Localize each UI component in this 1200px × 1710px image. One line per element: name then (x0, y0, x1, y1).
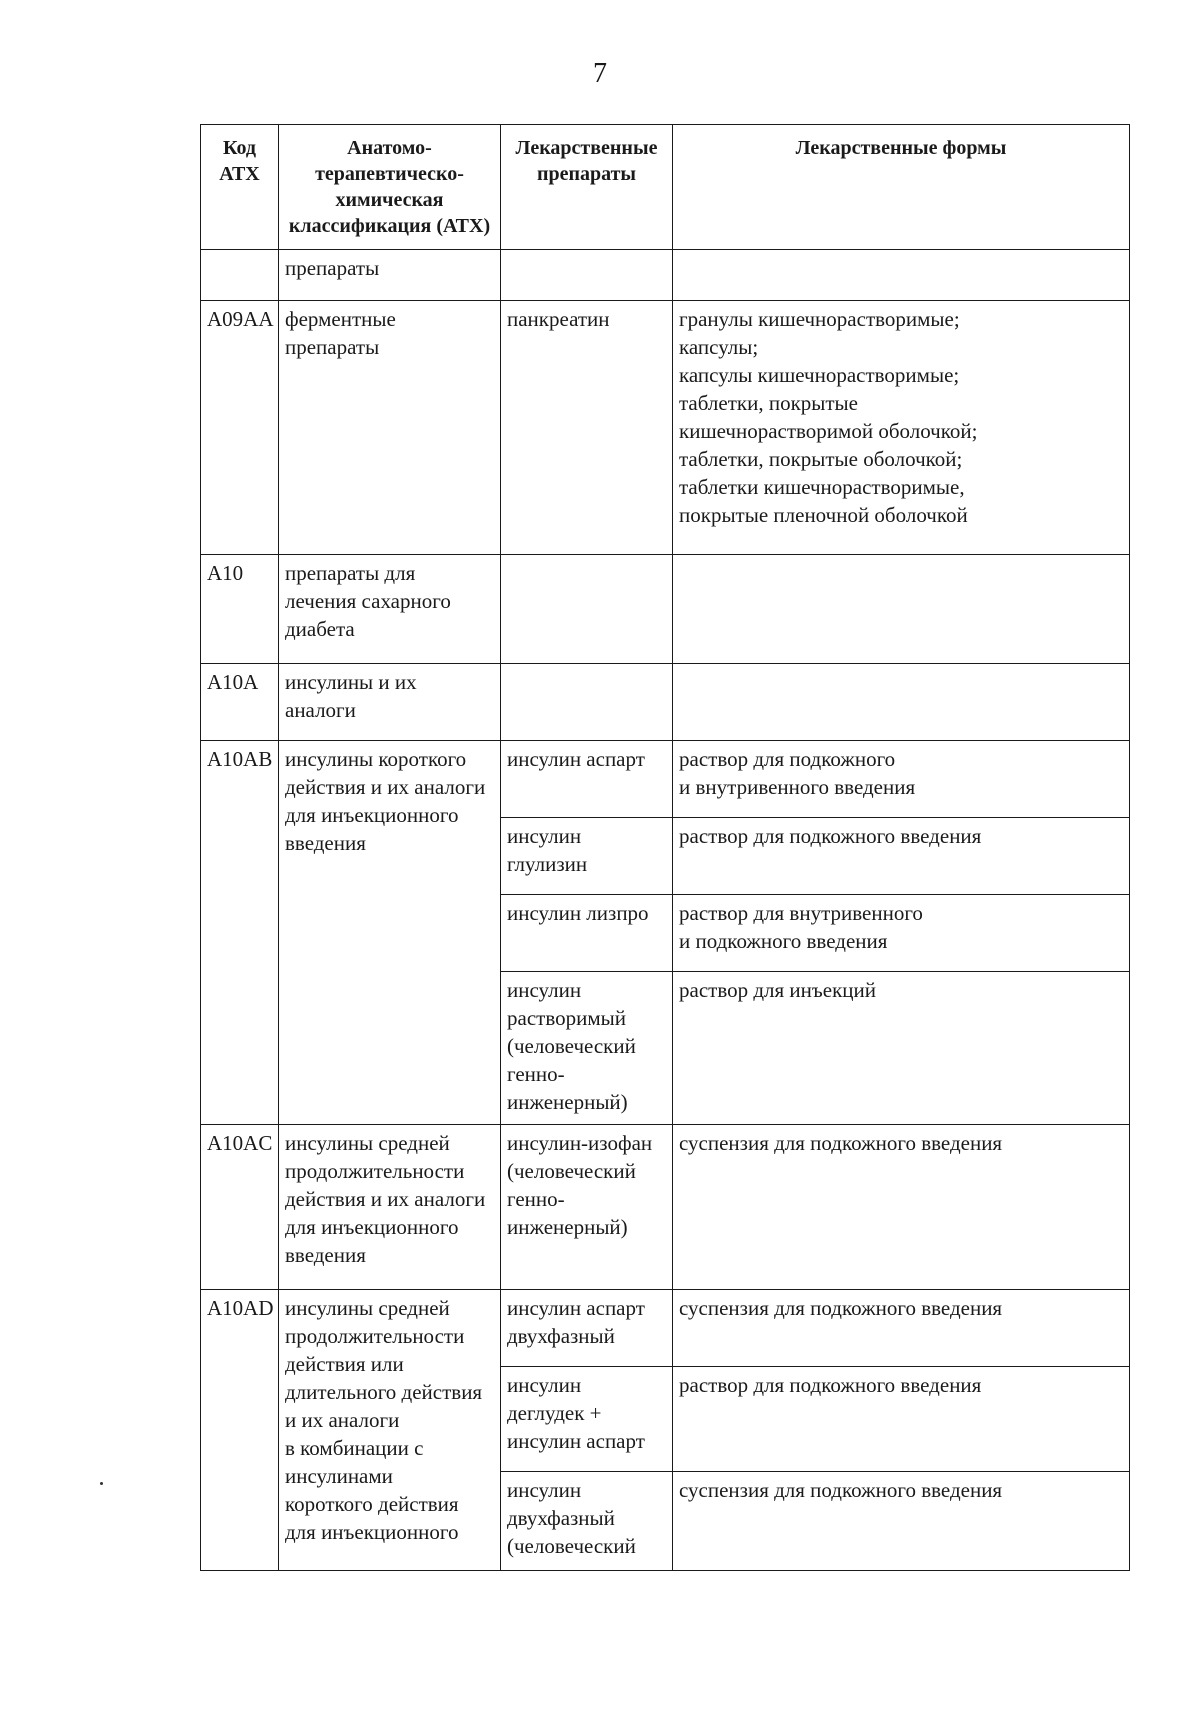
table-row (201, 741, 1130, 818)
header-code: Код АТХ (201, 125, 279, 250)
table-row (201, 1290, 1130, 1367)
cell-drug: панкреатин (501, 301, 673, 555)
cell-drug (501, 250, 673, 301)
cell-drug: инсулин лизпро (501, 895, 673, 972)
cell-forms: суспензия для подкожного введения (673, 1290, 1130, 1367)
cell-drug: инсулин аспарт (501, 741, 673, 818)
cell-code: A10AC (201, 1125, 279, 1290)
cell-classification: препараты (279, 250, 501, 301)
header-forms: Лекарственные формы (673, 125, 1130, 250)
cell-forms: раствор для подкожного введения (673, 818, 1130, 895)
cell-forms: раствор для внутривенного и подкожного введения (673, 895, 1130, 972)
cell-code: A10AD (201, 1290, 279, 1571)
cell-drug: инсулин деглудек + инсулин аспарт (501, 1367, 673, 1472)
cell-drug: инсулин-изофан (человеческий генно- инженерный) (501, 1125, 673, 1290)
table-header-row (201, 125, 1130, 250)
cell-classification: инсулины и их аналоги (279, 664, 501, 741)
cell-forms: раствор для подкожного введения (673, 1367, 1130, 1472)
cell-forms: раствор для подкожного и внутривенного введения (673, 741, 1130, 818)
cell-code: A10A (201, 664, 279, 741)
cell-drug: инсулин растворимый (человеческий генно- инженерный) (501, 972, 673, 1125)
cell-forms: суспензия для подкожного введения (673, 1125, 1130, 1290)
cell-code: A10 (201, 555, 279, 664)
cell-classification: ферментные препараты (279, 301, 501, 555)
cell-code (201, 250, 279, 301)
cell-forms (673, 555, 1130, 664)
scan-speck (100, 1482, 103, 1485)
cell-drug (501, 555, 673, 664)
cell-forms: гранулы кишечнорастворимые; капсулы; капсулы кишечнорастворимые; таблетки, покрытые кишечнорастворимой оболочкой; таблетки, покрытые оболочкой; таблетки кишечнорастворимые, покрытые пленочной оболочкой (673, 301, 1130, 555)
cell-code: A09AA (201, 301, 279, 555)
table-row (201, 301, 1130, 555)
cell-code: A10AB (201, 741, 279, 1125)
atx-table (200, 124, 1130, 1571)
cell-forms (673, 250, 1130, 301)
cell-classification: инсулины средней продолжительности действия и их аналоги для инъекционного введения (279, 1125, 501, 1290)
page-number: 7 (593, 58, 607, 89)
table-row (201, 1125, 1130, 1290)
cell-drug: инсулин аспарт двухфазный (501, 1290, 673, 1367)
cell-drug: инсулин глулизин (501, 818, 673, 895)
table-row (201, 664, 1130, 741)
cell-classification: инсулины средней продолжительности действия или длительного действия и их аналоги в комбинации с инсулинами короткого действия для инъекционного (279, 1290, 501, 1571)
cell-forms: суспензия для подкожного введения (673, 1472, 1130, 1571)
cell-drug: инсулин двухфазный (человеческий (501, 1472, 673, 1571)
header-classification: Анатомо- терапевтическо- химическая классификация (АТХ) (279, 125, 501, 250)
cell-classification: препараты для лечения сахарного диабета (279, 555, 501, 664)
table-row (201, 555, 1130, 664)
cell-classification: инсулины короткого действия и их аналоги для инъекционного введения (279, 741, 501, 1125)
cell-forms (673, 664, 1130, 741)
cell-drug (501, 664, 673, 741)
header-drugs: Лекарственные препараты (501, 125, 673, 250)
table-row (201, 250, 1130, 301)
cell-forms: раствор для инъекций (673, 972, 1130, 1125)
